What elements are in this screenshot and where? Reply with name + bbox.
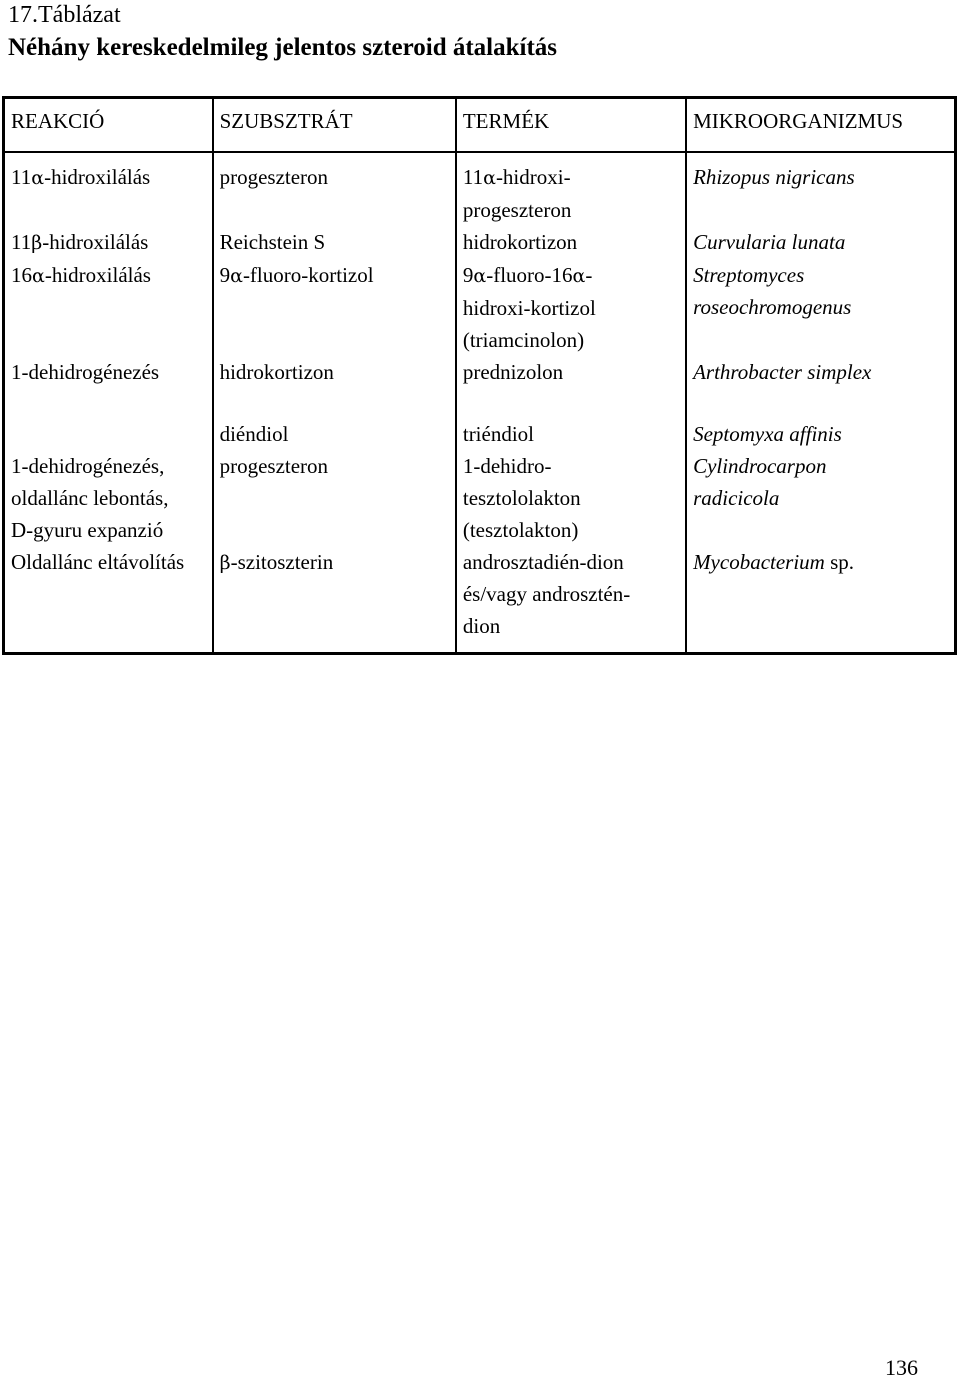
cell-line: 1-dehidrogénezés — [11, 360, 160, 384]
column-header-substrate: SZUBSZTRÁT — [213, 98, 456, 153]
table-row — [4, 356, 956, 388]
cell-substrate — [213, 226, 456, 259]
cell-reaction — [4, 356, 213, 388]
cell-substrate — [213, 546, 456, 654]
cell-line: Curvularia lunata — [693, 230, 846, 254]
cell-line: β-szitoszterin — [219, 550, 334, 574]
cell-line: progeszteron — [219, 454, 329, 478]
cell-line: progeszteron — [219, 165, 329, 189]
column-header-reaction: REAKCIÓ — [4, 98, 213, 153]
cell-line: Oldallánc eltávolítás — [11, 550, 185, 574]
cell-product — [456, 259, 686, 356]
cell-line: triéndiol — [462, 422, 535, 446]
cell-organism — [686, 546, 955, 654]
cell-line: 11α-hidroxi- — [462, 165, 571, 189]
table-row — [4, 546, 956, 654]
cell-line: 16α-hidroxilálás — [11, 263, 151, 287]
table-label: 17.Táblázat — [8, 2, 121, 28]
cell-line: (triamcinolon) — [462, 328, 585, 352]
cell-reaction — [4, 152, 213, 226]
cell-reaction — [4, 226, 213, 259]
cell-line: Reichstein S — [219, 230, 326, 254]
cell-line: Rhizopus nigricans — [693, 165, 855, 189]
cell-substrate — [213, 388, 456, 450]
cell-line: (tesztolakton) — [462, 518, 579, 542]
cell-product — [456, 546, 686, 654]
table-row — [4, 450, 956, 546]
cell-line: oldallánc lebontás, — [11, 486, 169, 510]
table-row — [4, 226, 956, 259]
organism-name: Mycobacterium — [693, 550, 825, 574]
cell-line: 9α-fluoro-kortizol — [219, 263, 374, 287]
cell-organism — [686, 388, 955, 450]
cell-product — [456, 388, 686, 450]
cell-line: hidrokortizon — [462, 230, 578, 254]
cell-line: roseochromogenus — [693, 295, 852, 319]
cell-product — [456, 356, 686, 388]
cell-substrate — [213, 356, 456, 388]
cell-line: dion — [462, 614, 501, 638]
cell-line: radicicola — [693, 486, 780, 510]
cell-line: 11β-hidroxilálás — [11, 230, 149, 254]
table-row — [4, 259, 956, 356]
table-row — [4, 152, 956, 226]
cell-line: 9α-fluoro-16α- — [462, 263, 593, 287]
page-number: 136 — [885, 1355, 918, 1380]
cell-organism — [686, 226, 955, 259]
cell-product — [456, 226, 686, 259]
cell-line: Cylindrocarpon — [693, 454, 827, 478]
column-header-organism: MIKROORGANIZMUS — [686, 98, 955, 153]
table-row — [4, 388, 956, 450]
cell-line: androsztadién-dion — [462, 550, 624, 574]
cell-line: Septomyxa affinis — [693, 422, 842, 446]
cell-reaction — [4, 388, 213, 450]
cell-organism — [686, 259, 955, 356]
cell-line: diéndiol — [219, 422, 289, 446]
cell-line: progeszteron — [462, 198, 572, 222]
table-title: Néhány kereskedelmileg jelentos szteroid átalakítás — [8, 34, 558, 61]
cell-reaction — [4, 259, 213, 356]
cell-line: és/vagy androsztén- — [462, 582, 631, 606]
cell-line: Arthrobacter simplex — [693, 360, 872, 384]
cell-organism — [686, 356, 955, 388]
cell-line: 1-dehidro- — [462, 454, 552, 478]
cell-substrate — [213, 259, 456, 356]
cell-line: Streptomyces — [693, 263, 805, 287]
table-header-row — [4, 98, 956, 153]
steroid-transformation-table — [2, 96, 957, 655]
cell-line — [693, 546, 948, 578]
cell-product — [456, 450, 686, 546]
cell-reaction — [4, 450, 213, 546]
cell-substrate — [213, 152, 456, 226]
cell-line: hidrokortizon — [219, 360, 334, 384]
cell-organism — [686, 450, 955, 546]
cell-line: tesztololakton — [462, 486, 581, 510]
organism-suffix: sp. — [824, 550, 855, 574]
cell-organism — [686, 152, 955, 226]
cell-product — [456, 152, 686, 226]
cell-substrate — [213, 450, 456, 546]
column-header-product: TERMÉK — [456, 98, 686, 153]
cell-reaction — [4, 546, 213, 654]
cell-line: hidroxi-kortizol — [462, 296, 596, 320]
cell-line: D-gyuru expanzió — [11, 518, 164, 542]
cell-line: 1-dehidrogénezés, — [11, 454, 165, 478]
cell-line: 11α-hidroxilálás — [11, 165, 151, 189]
cell-line: prednizolon — [462, 360, 564, 384]
